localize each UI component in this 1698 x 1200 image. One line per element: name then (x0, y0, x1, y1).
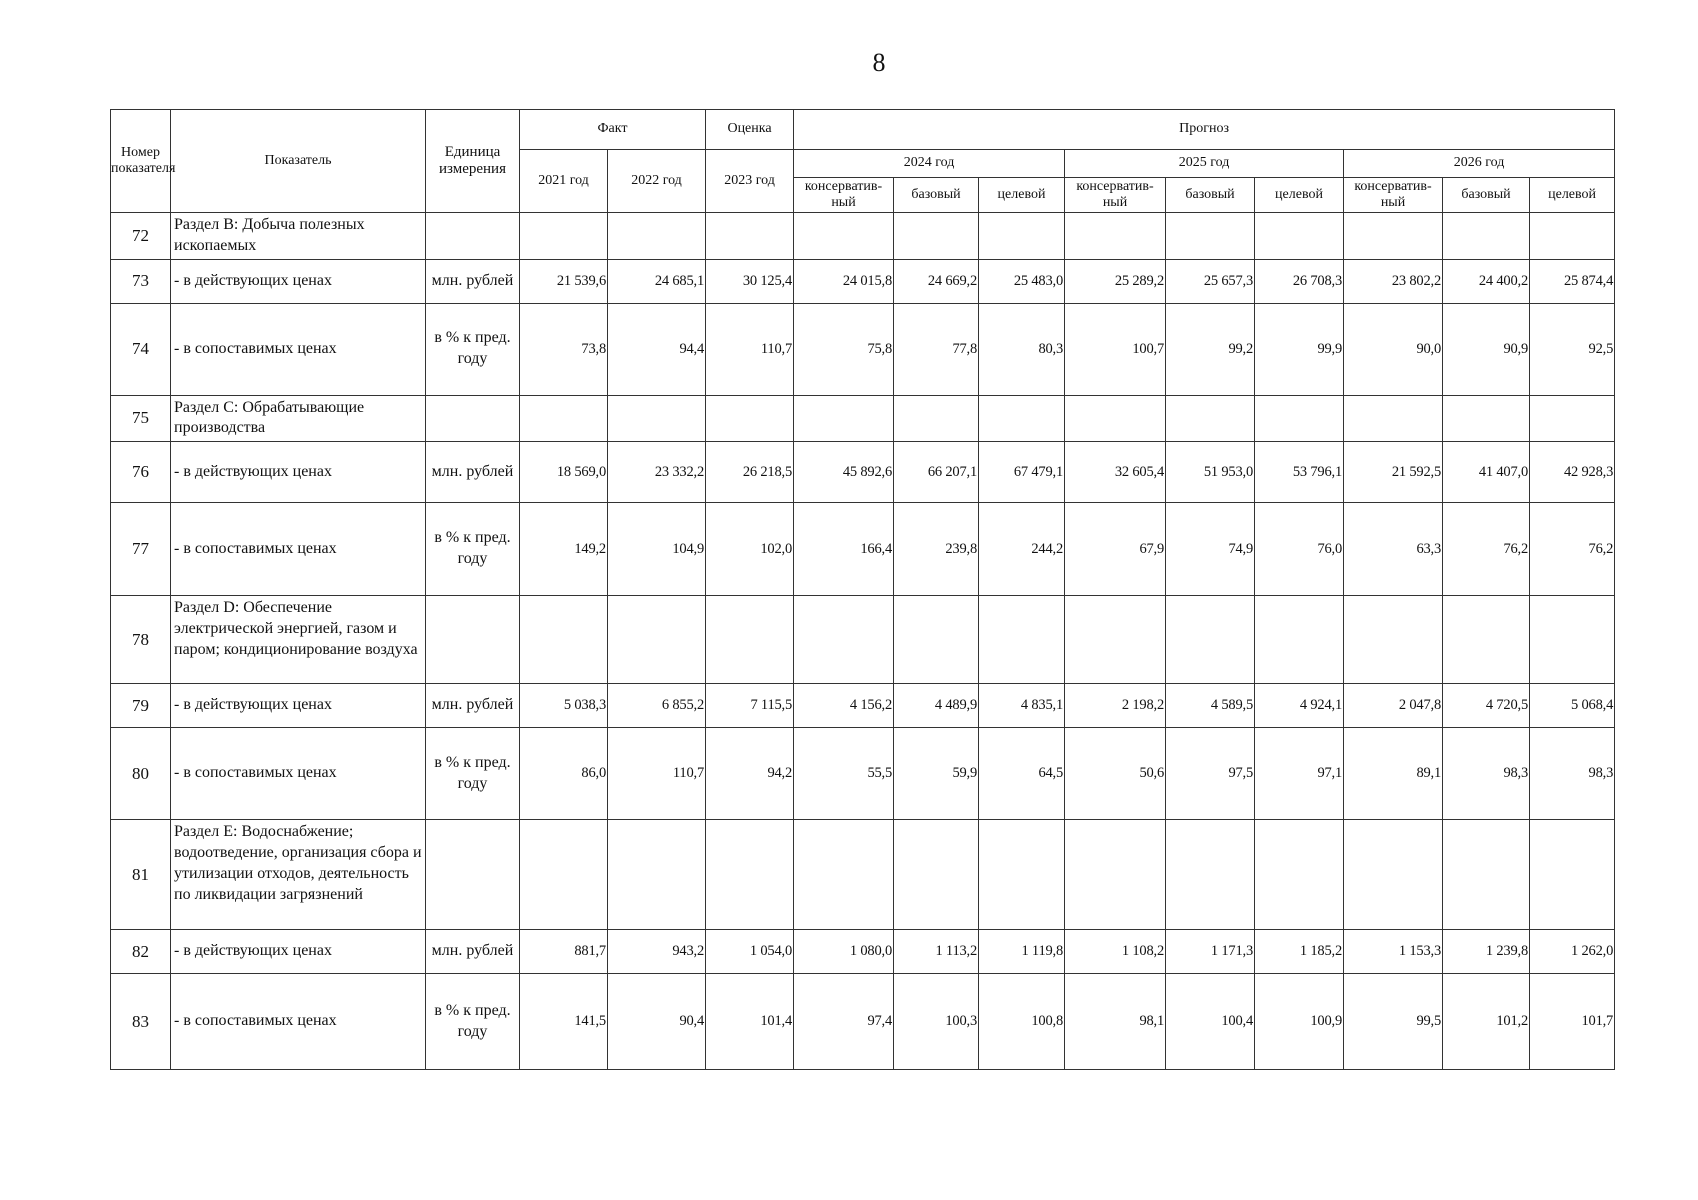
row-number: 81 (111, 820, 171, 930)
page-number: 8 (872, 48, 886, 77)
value-cell (1166, 395, 1255, 442)
value-cell (794, 820, 894, 930)
unit-cell: в % к пред. году (426, 728, 520, 820)
value-cell: 64,5 (979, 728, 1065, 820)
table-row (111, 930, 1615, 974)
header-scenario-target: целевой (1255, 178, 1344, 213)
value-cell (1166, 820, 1255, 930)
value-cell (706, 395, 794, 442)
value-cell: 86,0 (520, 728, 608, 820)
value-cell: 104,9 (608, 503, 706, 596)
row-number: 77 (111, 503, 171, 596)
value-cell (1530, 596, 1615, 684)
value-cell: 92,5 (1530, 303, 1615, 395)
indicator-name: - в действующих ценах (171, 684, 426, 728)
value-cell (894, 596, 979, 684)
header-year-2023: 2023 год (706, 150, 794, 213)
value-cell (706, 213, 794, 260)
header-fact: Факт (520, 110, 706, 150)
value-cell: 101,2 (1443, 974, 1530, 1070)
value-cell: 244,2 (979, 503, 1065, 596)
value-cell: 41 407,0 (1443, 442, 1530, 503)
header-scenario-base: базовый (1166, 178, 1255, 213)
value-cell (520, 820, 608, 930)
value-cell (520, 213, 608, 260)
value-cell: 21 592,5 (1344, 442, 1443, 503)
header-scenario-base: базовый (894, 178, 979, 213)
value-cell: 4 835,1 (979, 684, 1065, 728)
value-cell: 4 589,5 (1166, 684, 1255, 728)
value-cell: 98,1 (1065, 974, 1166, 1070)
value-cell: 1 153,3 (1344, 930, 1443, 974)
value-cell: 98,3 (1443, 728, 1530, 820)
unit-cell: млн. рублей (426, 442, 520, 503)
value-cell (608, 213, 706, 260)
value-cell (608, 395, 706, 442)
value-cell: 97,4 (794, 974, 894, 1070)
row-number: 74 (111, 303, 171, 395)
unit-cell (426, 213, 520, 260)
unit-cell: млн. рублей (426, 259, 520, 303)
value-cell: 24 669,2 (894, 259, 979, 303)
value-cell: 25 874,4 (1530, 259, 1615, 303)
indicator-name: - в действующих ценах (171, 259, 426, 303)
table-row (111, 303, 1615, 395)
value-cell: 24 400,2 (1443, 259, 1530, 303)
table-body (111, 213, 1615, 1070)
value-cell (1255, 395, 1344, 442)
value-cell: 99,5 (1344, 974, 1443, 1070)
value-cell (1166, 213, 1255, 260)
value-cell: 1 054,0 (706, 930, 794, 974)
value-cell: 6 855,2 (608, 684, 706, 728)
header-num: Номер показателя (111, 110, 171, 213)
value-cell: 18 569,0 (520, 442, 608, 503)
value-cell: 100,3 (894, 974, 979, 1070)
value-cell: 1 119,8 (979, 930, 1065, 974)
value-cell (1443, 820, 1530, 930)
value-cell: 25 657,3 (1166, 259, 1255, 303)
value-cell: 97,1 (1255, 728, 1344, 820)
value-cell: 90,0 (1344, 303, 1443, 395)
indicator-name: - в сопоставимых ценах (171, 303, 426, 395)
row-number: 80 (111, 728, 171, 820)
value-cell: 4 489,9 (894, 684, 979, 728)
value-cell: 67 479,1 (979, 442, 1065, 503)
value-cell: 166,4 (794, 503, 894, 596)
unit-cell (426, 596, 520, 684)
header-forecast: Прогноз (794, 110, 1615, 150)
unit-cell: млн. рублей (426, 684, 520, 728)
value-cell: 2 198,2 (1065, 684, 1166, 728)
unit-cell (426, 820, 520, 930)
value-cell (794, 596, 894, 684)
value-cell (1443, 213, 1530, 260)
header-estimate: Оценка (706, 110, 794, 150)
value-cell: 66 207,1 (894, 442, 979, 503)
table-row (111, 395, 1615, 442)
value-cell: 1 171,3 (1166, 930, 1255, 974)
indicator-name: - в сопоставимых ценах (171, 503, 426, 596)
value-cell: 90,4 (608, 974, 706, 1070)
value-cell (520, 596, 608, 684)
value-cell (1344, 395, 1443, 442)
value-cell: 51 953,0 (1166, 442, 1255, 503)
table-row (111, 259, 1615, 303)
header-scenario-conservative: консерватив-ный (1344, 178, 1443, 213)
value-cell: 4 924,1 (1255, 684, 1344, 728)
value-cell: 77,8 (894, 303, 979, 395)
header-scenario-conservative: консерватив-ный (1065, 178, 1166, 213)
table-row (111, 684, 1615, 728)
header-year-2021: 2021 год (520, 150, 608, 213)
value-cell: 1 108,2 (1065, 930, 1166, 974)
value-cell: 100,7 (1065, 303, 1166, 395)
value-cell: 23 332,2 (608, 442, 706, 503)
value-cell: 25 289,2 (1065, 259, 1166, 303)
value-cell: 100,4 (1166, 974, 1255, 1070)
table-row (111, 974, 1615, 1070)
value-cell: 67,9 (1065, 503, 1166, 596)
value-cell: 26 708,3 (1255, 259, 1344, 303)
value-cell: 99,9 (1255, 303, 1344, 395)
value-cell (794, 213, 894, 260)
value-cell (1530, 213, 1615, 260)
value-cell: 76,2 (1443, 503, 1530, 596)
value-cell: 7 115,5 (706, 684, 794, 728)
value-cell (608, 820, 706, 930)
value-cell: 5 068,4 (1530, 684, 1615, 728)
value-cell: 94,4 (608, 303, 706, 395)
row-number: 78 (111, 596, 171, 684)
value-cell: 97,5 (1166, 728, 1255, 820)
table-row (111, 596, 1615, 684)
value-cell: 21 539,6 (520, 259, 608, 303)
value-cell (979, 395, 1065, 442)
value-cell (520, 395, 608, 442)
value-cell (1065, 213, 1166, 260)
row-number: 75 (111, 395, 171, 442)
value-cell: 1 239,8 (1443, 930, 1530, 974)
row-number: 83 (111, 974, 171, 1070)
value-cell: 76,0 (1255, 503, 1344, 596)
value-cell (894, 395, 979, 442)
value-cell (1443, 395, 1530, 442)
table-row (111, 820, 1615, 930)
value-cell (706, 820, 794, 930)
row-number: 76 (111, 442, 171, 503)
value-cell: 42 928,3 (1530, 442, 1615, 503)
value-cell: 1 080,0 (794, 930, 894, 974)
indicator-name: Раздел D: Обеспечение электрической энергией, газом и паром; кондиционирование воздуха (171, 596, 426, 684)
value-cell: 94,2 (706, 728, 794, 820)
value-cell (1530, 820, 1615, 930)
value-cell: 110,7 (706, 303, 794, 395)
header-indicator: Показатель (171, 110, 426, 213)
row-number: 72 (111, 213, 171, 260)
unit-cell: в % к пред. году (426, 503, 520, 596)
value-cell (1255, 596, 1344, 684)
value-cell: 4 720,5 (1443, 684, 1530, 728)
value-cell (894, 213, 979, 260)
value-cell: 53 796,1 (1255, 442, 1344, 503)
header-scenario-conservative: консерватив-ный (794, 178, 894, 213)
indicator-name: Раздел B: Добыча полезных ископаемых (171, 213, 426, 260)
value-cell: 26 218,5 (706, 442, 794, 503)
value-cell (1344, 213, 1443, 260)
value-cell: 98,3 (1530, 728, 1615, 820)
row-number: 82 (111, 930, 171, 974)
value-cell: 24 015,8 (794, 259, 894, 303)
value-cell (1166, 596, 1255, 684)
table-row (111, 728, 1615, 820)
value-cell (1344, 820, 1443, 930)
value-cell: 63,3 (1344, 503, 1443, 596)
indicator-name: Раздел C: Обрабатывающие производства (171, 395, 426, 442)
value-cell: 1 113,2 (894, 930, 979, 974)
value-cell: 25 483,0 (979, 259, 1065, 303)
indicator-name: - в действующих ценах (171, 930, 426, 974)
value-cell (1530, 395, 1615, 442)
value-cell: 110,7 (608, 728, 706, 820)
header-scenario-target: целевой (979, 178, 1065, 213)
value-cell: 102,0 (706, 503, 794, 596)
value-cell (1065, 596, 1166, 684)
value-cell: 101,4 (706, 974, 794, 1070)
value-cell: 32 605,4 (1065, 442, 1166, 503)
value-cell: 73,8 (520, 303, 608, 395)
header-year-2024: 2024 год (794, 150, 1065, 178)
value-cell: 75,8 (794, 303, 894, 395)
unit-cell (426, 395, 520, 442)
value-cell: 55,5 (794, 728, 894, 820)
value-cell: 141,5 (520, 974, 608, 1070)
header-year-2025: 2025 год (1065, 150, 1344, 178)
value-cell (979, 820, 1065, 930)
header-year-2022: 2022 год (608, 150, 706, 213)
value-cell: 239,8 (894, 503, 979, 596)
value-cell: 2 047,8 (1344, 684, 1443, 728)
row-number: 73 (111, 259, 171, 303)
value-cell: 943,2 (608, 930, 706, 974)
indicator-name: - в сопоставимых ценах (171, 974, 426, 1070)
value-cell (1344, 596, 1443, 684)
table-row (111, 503, 1615, 596)
value-cell (608, 596, 706, 684)
header-unit: Единица измерения (426, 110, 520, 213)
value-cell: 100,9 (1255, 974, 1344, 1070)
value-cell: 881,7 (520, 930, 608, 974)
header-scenario-target: целевой (1530, 178, 1615, 213)
value-cell (1065, 395, 1166, 442)
value-cell: 30 125,4 (706, 259, 794, 303)
value-cell (794, 395, 894, 442)
value-cell: 100,8 (979, 974, 1065, 1070)
value-cell: 74,9 (1166, 503, 1255, 596)
value-cell: 1 185,2 (1255, 930, 1344, 974)
unit-cell: млн. рублей (426, 930, 520, 974)
indicator-name: - в действующих ценах (171, 442, 426, 503)
table-row (111, 442, 1615, 503)
value-cell (979, 596, 1065, 684)
unit-cell: в % к пред. году (426, 974, 520, 1070)
value-cell: 23 802,2 (1344, 259, 1443, 303)
value-cell: 1 262,0 (1530, 930, 1615, 974)
table-row (111, 213, 1615, 260)
header-year-2026: 2026 год (1344, 150, 1615, 178)
value-cell (1065, 820, 1166, 930)
header-scenario-base: базовый (1443, 178, 1530, 213)
value-cell (1255, 820, 1344, 930)
unit-cell: в % к пред. году (426, 303, 520, 395)
value-cell: 50,6 (1065, 728, 1166, 820)
value-cell (1255, 213, 1344, 260)
value-cell: 59,9 (894, 728, 979, 820)
indicator-name: - в сопоставимых ценах (171, 728, 426, 820)
value-cell: 4 156,2 (794, 684, 894, 728)
value-cell (894, 820, 979, 930)
value-cell: 149,2 (520, 503, 608, 596)
value-cell: 80,3 (979, 303, 1065, 395)
indicator-name: Раздел E: Водоснабжение; водоотведение, организация сбора и утилизации отходов, деятельность по ликвидации загрязнений (171, 820, 426, 930)
value-cell: 24 685,1 (608, 259, 706, 303)
value-cell: 45 892,6 (794, 442, 894, 503)
value-cell (706, 596, 794, 684)
value-cell: 89,1 (1344, 728, 1443, 820)
value-cell: 5 038,3 (520, 684, 608, 728)
value-cell: 99,2 (1166, 303, 1255, 395)
value-cell: 76,2 (1530, 503, 1615, 596)
value-cell (979, 213, 1065, 260)
row-number: 79 (111, 684, 171, 728)
value-cell: 101,7 (1530, 974, 1615, 1070)
indicators-table (110, 109, 1615, 1070)
value-cell: 90,9 (1443, 303, 1530, 395)
value-cell (1443, 596, 1530, 684)
